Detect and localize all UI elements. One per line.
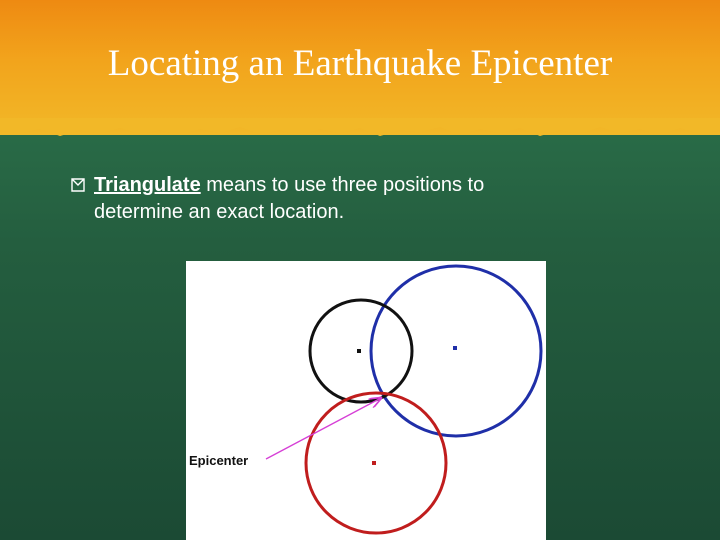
banner-edge xyxy=(0,118,720,146)
black-station-dot xyxy=(357,349,361,353)
triangulation-diagram xyxy=(186,261,546,540)
bullet-icon xyxy=(70,177,86,193)
bullet-line1: means to use three positions to xyxy=(200,174,485,196)
blue-station-dot xyxy=(453,346,457,350)
bullet-text xyxy=(74,172,634,226)
triangulation-figure xyxy=(186,261,546,540)
blue-circle xyxy=(371,266,541,436)
epicenter-arrow xyxy=(266,398,381,459)
epicenter-label: Epicenter xyxy=(189,453,249,468)
term-triangulate: Triangulate xyxy=(94,174,201,196)
bullet-line2: determine an exact location. xyxy=(94,201,345,223)
slide-title: Locating an Earthquake Epicenter xyxy=(107,43,613,84)
red-station-dot xyxy=(372,461,376,465)
bullet-point xyxy=(74,172,634,226)
